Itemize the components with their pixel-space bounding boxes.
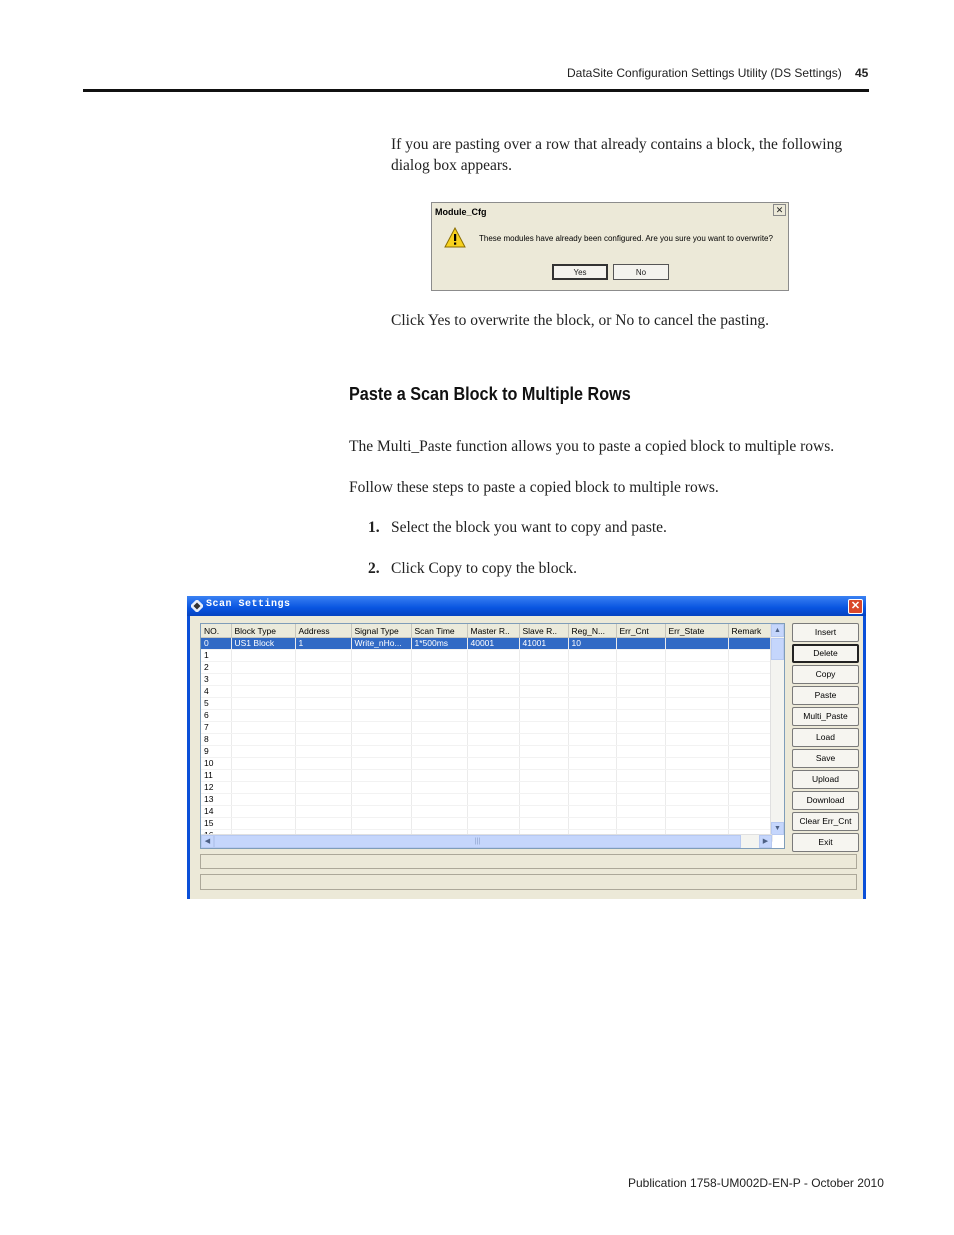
table-cell	[411, 818, 467, 830]
table-cell	[295, 746, 351, 758]
table-cell	[411, 710, 467, 722]
table-cell	[351, 806, 411, 818]
table-cell	[351, 818, 411, 830]
warning-icon	[444, 227, 466, 249]
table-cell	[351, 710, 411, 722]
table-cell	[616, 662, 665, 674]
table-cell	[467, 782, 519, 794]
row-number-cell: 14	[201, 806, 231, 818]
table-cell	[411, 794, 467, 806]
table-cell	[616, 770, 665, 782]
step-text: Click Copy to copy the block.	[391, 560, 577, 577]
table-cell	[295, 698, 351, 710]
table-cell	[295, 794, 351, 806]
table-cell	[665, 746, 728, 758]
table-cell	[728, 650, 772, 662]
table-cell	[728, 710, 772, 722]
column-header[interactable]: Master R..	[467, 624, 519, 638]
table-cell	[519, 662, 568, 674]
table-cell: Write_nHo...	[351, 638, 411, 650]
column-header[interactable]: Slave R..	[519, 624, 568, 638]
table-cell	[351, 794, 411, 806]
status-field-2	[200, 874, 857, 890]
table-cell: US1 Block	[231, 638, 295, 650]
table-cell	[295, 710, 351, 722]
table-cell	[295, 650, 351, 662]
table-cell	[728, 746, 772, 758]
table-cell	[665, 698, 728, 710]
header-rule	[83, 89, 869, 92]
table-cell	[231, 794, 295, 806]
column-header[interactable]: Err_Cnt	[616, 624, 665, 638]
table-cell	[616, 734, 665, 746]
table-cell	[467, 746, 519, 758]
table-cell	[665, 794, 728, 806]
column-header[interactable]: NO.	[201, 624, 231, 638]
scan-block-grid[interactable]	[200, 623, 785, 849]
table-row[interactable]	[201, 698, 772, 710]
after-dialog-paragraph: Click Yes to overwrite the block, or No to cancel the pasting.	[391, 312, 769, 329]
table-cell	[231, 722, 295, 734]
table-cell	[519, 722, 568, 734]
window-title: Scan Settings	[206, 599, 291, 610]
table-cell	[231, 770, 295, 782]
table-cell	[231, 710, 295, 722]
table-cell	[295, 734, 351, 746]
table-cell: 1	[295, 638, 351, 650]
table-cell	[728, 770, 772, 782]
table-cell	[519, 758, 568, 770]
step-2	[368, 558, 577, 579]
page-number: 45	[855, 66, 869, 80]
section-title: Paste a Scan Block to Multiple Rows	[349, 384, 631, 404]
table-cell	[519, 770, 568, 782]
table-cell	[568, 710, 616, 722]
table-cell	[568, 794, 616, 806]
table-cell	[728, 722, 772, 734]
row-number-cell: 13	[201, 794, 231, 806]
window-close-button[interactable]: ✕	[848, 599, 863, 614]
clear-err-cnt-button[interactable]: Clear Err_Cnt	[792, 812, 859, 831]
table-cell	[665, 770, 728, 782]
table-cell: 41001	[519, 638, 568, 650]
row-number-cell: 1	[201, 650, 231, 662]
table-cell	[519, 650, 568, 662]
table-cell	[411, 782, 467, 794]
table-cell: 0	[201, 638, 231, 650]
table-cell	[616, 698, 665, 710]
table-cell	[665, 710, 728, 722]
dialog-title: Module_Cfg	[435, 207, 487, 217]
table-cell	[467, 662, 519, 674]
step-1	[368, 517, 667, 538]
scroll-down-arrow-icon[interactable]: ▼	[771, 822, 784, 835]
table-cell	[467, 722, 519, 734]
table-cell	[665, 734, 728, 746]
header-row	[201, 624, 772, 638]
table-row[interactable]	[201, 794, 772, 806]
table-row[interactable]	[201, 806, 772, 818]
step-number: 1.	[368, 519, 380, 536]
table-cell	[351, 782, 411, 794]
table-row[interactable]	[201, 734, 772, 746]
table-row[interactable]	[201, 650, 772, 662]
scan-table	[201, 624, 773, 842]
table-cell	[231, 746, 295, 758]
table-row-selected[interactable]	[201, 638, 772, 650]
table-cell	[616, 674, 665, 686]
table-cell	[411, 686, 467, 698]
window-client	[190, 616, 863, 899]
horizontal-scrollbar[interactable]	[201, 834, 772, 848]
table-cell	[728, 794, 772, 806]
table-cell: 1*500ms	[411, 638, 467, 650]
table-cell	[728, 698, 772, 710]
table-cell	[665, 650, 728, 662]
table-cell	[616, 746, 665, 758]
table-cell	[467, 818, 519, 830]
paste-button[interactable]: Paste	[792, 686, 859, 705]
table-cell	[351, 746, 411, 758]
row-number-cell: 3	[201, 674, 231, 686]
table-cell	[616, 794, 665, 806]
table-cell	[231, 698, 295, 710]
table-cell	[231, 806, 295, 818]
multi-paste-button[interactable]: Multi_Paste	[792, 707, 859, 726]
table-cell	[231, 686, 295, 698]
yes-button[interactable]: Yes	[552, 264, 608, 280]
table-cell	[467, 710, 519, 722]
table-cell: 10	[568, 638, 616, 650]
table-row[interactable]	[201, 722, 772, 734]
exit-button[interactable]: Exit	[792, 833, 859, 852]
table-row[interactable]	[201, 662, 772, 674]
table-cell	[295, 758, 351, 770]
table-cell	[467, 686, 519, 698]
column-header[interactable]: Reg_N...	[568, 624, 616, 638]
table-cell	[295, 818, 351, 830]
table-cell	[467, 806, 519, 818]
intro-paragraph: If you are pasting over a row that already contains a block, the following dialog box appears.	[391, 136, 843, 174]
step-number: 2.	[368, 560, 380, 577]
table-cell	[519, 686, 568, 698]
table-cell	[665, 782, 728, 794]
table-row[interactable]	[201, 818, 772, 830]
table-cell	[231, 674, 295, 686]
scan-settings-window	[187, 596, 866, 899]
table-cell	[616, 806, 665, 818]
table-cell	[411, 650, 467, 662]
delete-button[interactable]: Delete	[792, 644, 859, 663]
table-cell	[295, 722, 351, 734]
dialog-message: These modules have already been configured. Are you sure you want to overwrite?	[479, 234, 773, 243]
section-paragraph-1: The Multi_Paste function allows you to paste a copied block to multiple rows.	[349, 438, 835, 455]
table-cell	[616, 686, 665, 698]
publication-footer: Publication 1758-UM002D-EN-P - October 2010	[628, 1176, 884, 1190]
table-cell	[665, 674, 728, 686]
table-cell	[231, 782, 295, 794]
table-cell	[351, 650, 411, 662]
table-cell	[411, 698, 467, 710]
row-number-cell: 11	[201, 770, 231, 782]
row-number-cell: 7	[201, 722, 231, 734]
column-header[interactable]: Signal Type	[351, 624, 411, 638]
app-icon	[191, 600, 203, 612]
table-cell	[411, 758, 467, 770]
table-cell	[519, 734, 568, 746]
table-cell	[411, 734, 467, 746]
window-titlebar[interactable]	[187, 596, 866, 616]
table-cell	[568, 650, 616, 662]
column-header[interactable]: Address	[295, 624, 351, 638]
table-cell	[295, 806, 351, 818]
table-cell	[616, 818, 665, 830]
table-cell	[411, 722, 467, 734]
row-number-cell: 8	[201, 734, 231, 746]
table-cell	[411, 662, 467, 674]
row-number-cell: 12	[201, 782, 231, 794]
table-cell	[568, 770, 616, 782]
table-row[interactable]	[201, 758, 772, 770]
column-header[interactable]: Err_State	[665, 624, 728, 638]
row-number-cell: 9	[201, 746, 231, 758]
table-cell	[351, 698, 411, 710]
table-row[interactable]	[201, 782, 772, 794]
table-cell	[616, 710, 665, 722]
table-cell	[295, 686, 351, 698]
table-cell	[519, 782, 568, 794]
table-cell	[519, 818, 568, 830]
table-cell	[728, 806, 772, 818]
table-cell	[568, 746, 616, 758]
table-cell	[665, 818, 728, 830]
table-cell	[295, 674, 351, 686]
no-button[interactable]: No	[613, 264, 669, 280]
table-cell	[295, 782, 351, 794]
table-cell	[568, 686, 616, 698]
row-number-cell: 2	[201, 662, 231, 674]
table-cell	[351, 674, 411, 686]
vertical-scroll-thumb[interactable]	[771, 638, 784, 660]
table-cell	[467, 698, 519, 710]
table-row[interactable]	[201, 770, 772, 782]
upload-button[interactable]: Upload	[792, 770, 859, 789]
table-cell	[231, 662, 295, 674]
scroll-right-arrow-icon[interactable]: ▶	[759, 835, 772, 848]
table-row[interactable]	[201, 686, 772, 698]
table-cell	[728, 782, 772, 794]
table-cell	[467, 758, 519, 770]
column-header[interactable]: Remark	[728, 624, 772, 638]
table-cell	[295, 662, 351, 674]
copy-button[interactable]: Copy	[792, 665, 859, 684]
table-row[interactable]	[201, 710, 772, 722]
table-cell	[568, 758, 616, 770]
table-cell	[568, 722, 616, 734]
row-number-cell: 15	[201, 818, 231, 830]
table-cell	[616, 782, 665, 794]
table-cell	[351, 770, 411, 782]
status-field-1	[200, 854, 857, 869]
table-cell: 40001	[467, 638, 519, 650]
table-cell	[728, 686, 772, 698]
table-cell	[665, 662, 728, 674]
table-cell	[351, 686, 411, 698]
table-cell	[467, 770, 519, 782]
table-cell	[519, 794, 568, 806]
table-cell	[568, 818, 616, 830]
insert-button[interactable]: Insert	[792, 623, 859, 642]
table-cell	[519, 746, 568, 758]
row-number-cell: 4	[201, 686, 231, 698]
table-cell	[411, 674, 467, 686]
table-cell	[616, 638, 665, 650]
table-row[interactable]	[201, 674, 772, 686]
table-cell	[231, 734, 295, 746]
vertical-scrollbar[interactable]	[770, 624, 784, 835]
table-cell	[665, 758, 728, 770]
table-cell	[411, 770, 467, 782]
dialog-close-button[interactable]: ✕	[773, 204, 786, 216]
table-cell	[519, 806, 568, 818]
table-cell	[519, 698, 568, 710]
table-cell	[231, 818, 295, 830]
table-cell	[568, 698, 616, 710]
table-cell	[568, 674, 616, 686]
scroll-up-arrow-icon[interactable]: ▲	[771, 624, 784, 637]
download-button[interactable]: Download	[792, 791, 859, 810]
row-number-cell: 10	[201, 758, 231, 770]
table-cell	[568, 662, 616, 674]
table-cell	[351, 734, 411, 746]
section-paragraph-2: Follow these steps to paste a copied block to multiple rows.	[349, 479, 719, 496]
horizontal-scroll-thumb[interactable]: |||	[214, 835, 741, 848]
table-cell	[351, 662, 411, 674]
row-number-cell: 5	[201, 698, 231, 710]
table-cell	[568, 806, 616, 818]
table-cell	[728, 662, 772, 674]
table-cell	[665, 686, 728, 698]
table-cell	[519, 710, 568, 722]
table-cell	[568, 734, 616, 746]
table-cell	[616, 722, 665, 734]
table-cell	[665, 806, 728, 818]
running-title: DataSite Configuration Settings Utility (DS Settings)	[567, 66, 842, 80]
load-button[interactable]: Load	[792, 728, 859, 747]
module-cfg-dialog	[431, 202, 789, 291]
table-cell	[295, 770, 351, 782]
table-cell	[728, 818, 772, 830]
save-button[interactable]: Save	[792, 749, 859, 768]
column-header[interactable]: Block Type	[231, 624, 295, 638]
table-cell	[467, 674, 519, 686]
table-cell	[616, 758, 665, 770]
table-cell	[728, 734, 772, 746]
table-cell	[568, 782, 616, 794]
table-cell	[467, 650, 519, 662]
table-cell	[467, 794, 519, 806]
table-cell	[231, 758, 295, 770]
table-cell	[411, 746, 467, 758]
table-cell	[411, 806, 467, 818]
table-cell	[519, 674, 568, 686]
table-cell	[467, 734, 519, 746]
table-cell	[231, 650, 295, 662]
column-header[interactable]: Scan Time	[411, 624, 467, 638]
table-cell	[665, 722, 728, 734]
table-cell	[351, 758, 411, 770]
step-text: Select the block you want to copy and paste.	[391, 519, 667, 536]
table-row[interactable]	[201, 746, 772, 758]
table-cell	[351, 722, 411, 734]
table-cell	[616, 650, 665, 662]
table-cell	[728, 638, 772, 650]
table-cell	[728, 758, 772, 770]
table-cell	[665, 638, 728, 650]
table-cell	[728, 674, 772, 686]
row-number-cell: 6	[201, 710, 231, 722]
scroll-left-arrow-icon[interactable]: ◀	[201, 835, 214, 848]
